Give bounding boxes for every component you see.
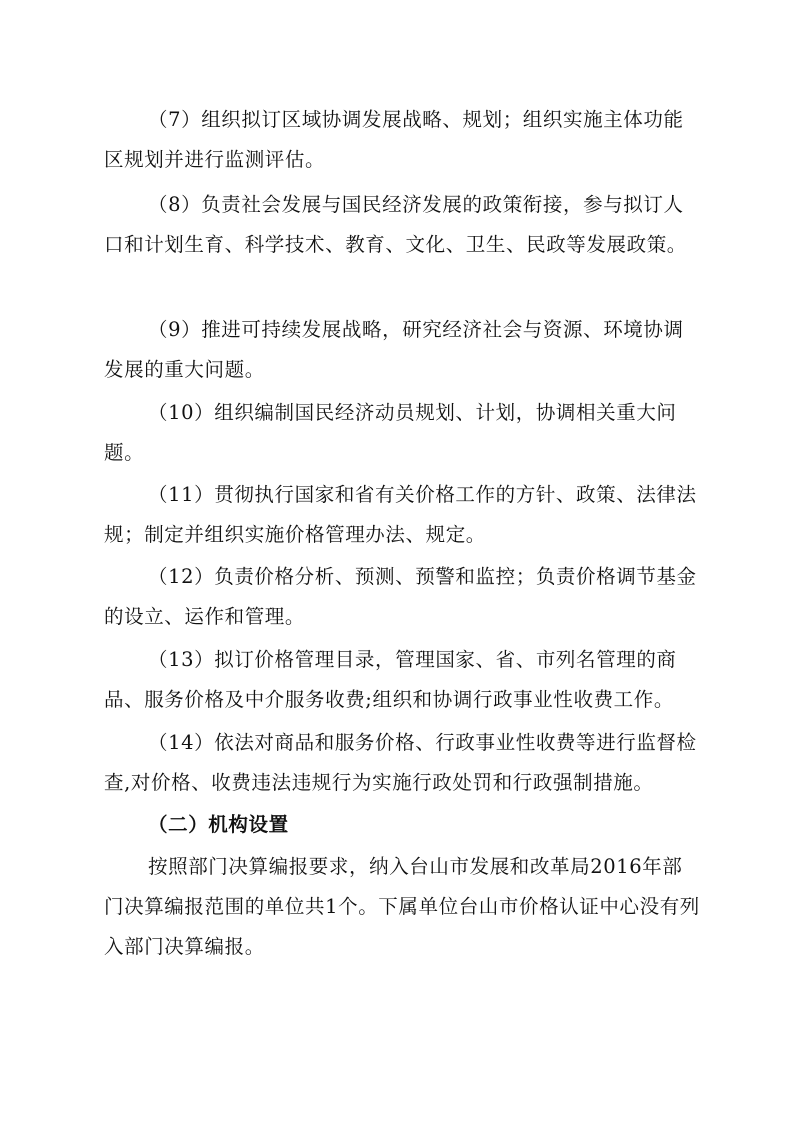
paragraph-item-7: （7）组织拟订区域协调发展战略、规划；组织实施主体功能区规划并进行监测评估。 [104,108,684,171]
paragraph-item-10: （10）组织编制国民经济动员规划、计划，协调相关重大问题。 [104,401,677,464]
paragraph-item-8: （8）负责社会发展与国民经济发展的政策衔接，参与拟订人口和计划生育、科学技术、教育、文化、卫生、民政等发展政策。 [104,193,687,256]
paragraph-item-12: （12）负责价格分析、预测、预警和监控；负责价格调节基金的设立、运作和管理。 [104,565,697,628]
section-paragraph: 按照部门决算编报要求，纳入台山市发展和改革局2016年部门决算编报范围的单位共1个。下属单位台山市价格认证中心没有列入部门决算编报。 [104,855,700,958]
paragraph-item-14: （14）依法对商品和服务价格、行政事业性收费等进行监督检查,对价格、收费违法违规行为实施行政处罚和行政强制措施。 [104,731,697,794]
paragraph-item-13: （13）拟订价格管理目录，管理国家、省、市列名管理的商品、服务价格及中介服务收费;组织和协调行政事业性收费工作。 [104,648,677,711]
section-heading: （二）机构设置 [148,813,289,836]
paragraph-item-9: （9）推进可持续发展战略，研究经济社会与资源、环境协调发展的重大问题。 [104,318,684,381]
paragraph-item-11: （11）贯彻执行国家和省有关价格工作的方针、政策、法律法规；制定并组织实施价格管理办法、规定。 [104,483,697,546]
